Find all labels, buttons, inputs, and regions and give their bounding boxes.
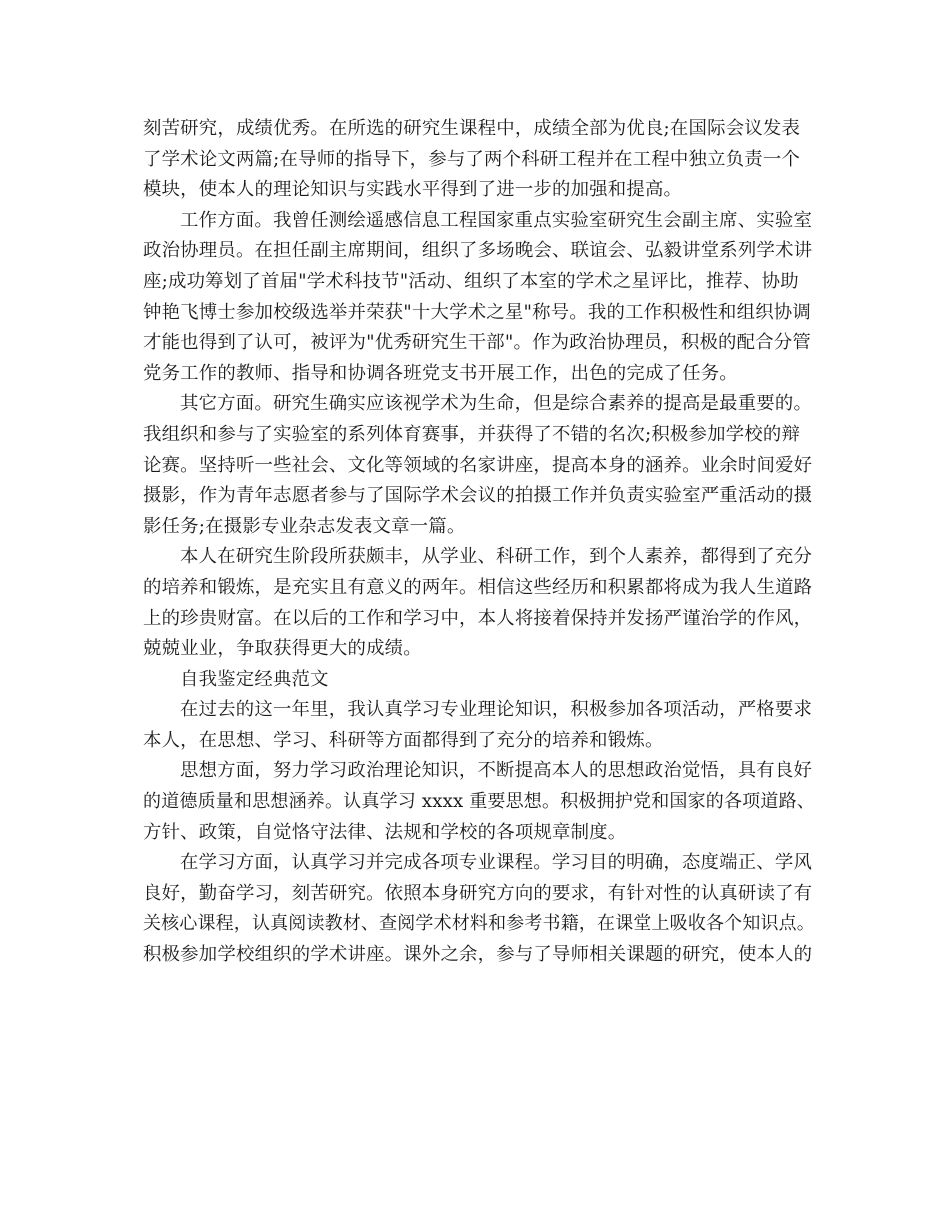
text-line: 刻苦研究，成绩优秀。在所选的研究生课程中，成绩全部为优良;在国际会议发表 (143, 118, 801, 139)
text-line: 自我鉴定经典范文 (180, 668, 329, 690)
text-line: 本人，在思想、学习、科研等方面都得到了充分的培养和锻炼。 (143, 729, 664, 751)
paragraph (143, 389, 813, 542)
paragraph (143, 542, 813, 664)
text-line: 方针、政策，自觉恪守法律、法规和学校的各项规章制度。 (143, 821, 627, 843)
text-line: 钟艳飞博士参加校级选举并荣获"十大学术之星"称号。我的工作积极性和组织协调 (143, 301, 811, 323)
text-line: 兢兢业业，争取获得更大的成绩。 (143, 638, 422, 660)
text-line: 思想方面，努力学习政治理论知识，不断提高本人的思想政治觉悟，具有良好 (180, 760, 813, 782)
text-line: 才能也得到了认可，被评为"优秀研究生干部"。作为政治协理员，积极的配合分管 (143, 332, 811, 354)
text-line: 影任务;在摄影专业杂志发表文章一篇。 (143, 515, 466, 537)
paragraph (143, 848, 813, 970)
text-line: 党务工作的教师、指导和协调各班党支书开展工作，出色的完成了任务。 (143, 362, 738, 384)
document-body (143, 114, 813, 971)
text-line: 在学习方面，认真学习并完成各项专业课程。学习目的明确，态度端正、学风 (180, 852, 813, 874)
text-line: 积极参加学校组织的学术讲座。课外之余，参与了导师相关课题的研究，使本人的 (143, 944, 813, 966)
text-line: 良好，勤奋学习，刻苦研究。依照本身研究方向的要求，有针对性的认真研读了有 (143, 882, 813, 904)
text-line: 我组织和参与了实验室的系列体育赛事，并获得了不错的名次;积极参加学校的辩 (143, 423, 801, 445)
text-line: 工作方面。我曾任测绘遥感信息工程国家重点实验室研究生会副主席、实验室 (180, 209, 813, 231)
text-line: 的培养和锻炼，是充实且有意义的两年。相信这些经历和积累都将成为我人生道路 (143, 576, 813, 598)
paragraph (143, 756, 813, 848)
text-line: 本人在研究生阶段所获颇丰，从学业、科研工作，到个人素养，都得到了充分 (180, 546, 813, 568)
text-line: 了学术论文两篇;在导师的指导下，参与了两个科研工程并在工程中独立负责一个 (143, 148, 801, 170)
text-line: 摄影，作为青年志愿者参与了国际学术会议的拍摄工作并负责实验室严重活动的摄 (143, 485, 813, 507)
paragraph (143, 665, 813, 696)
text-line: 论赛。坚持听一些社会、文化等领域的名家讲座，提高本身的涵养。业余时间爱好 (143, 454, 813, 476)
text-line: 政治协理员。在担任副主席期间，组织了多场晚会、联谊会、弘毅讲堂系列学术讲 (143, 240, 813, 262)
paragraph (143, 206, 813, 390)
paragraph (143, 695, 813, 756)
paragraph (143, 114, 813, 206)
text-line: 在过去的这一年里，我认真学习专业理论知识，积极参加各项活动，严格要求 (180, 699, 813, 721)
text-line: 其它方面。研究生确实应该视学术为生命，但是综合素养的提高是最重要的。 (180, 393, 813, 415)
text-line: 模块，使本人的理论知识与实践水平得到了进一步的加强和提高。 (143, 179, 683, 201)
text-line: 座;成功筹划了首届"学术科技节"活动、组织了本室的学术之星评比，推荐、协助 (143, 270, 799, 292)
text-line: 关核心课程，认真阅读教材、查阅学术材料和参考书籍，在课堂上吸收各个知识点。 (143, 913, 815, 935)
text-line: 上的珍贵财富。在以后的工作和学习中，本人将接着保持并发扬严谨治学的作风， (143, 607, 813, 629)
text-line: 的道德质量和思想涵养。认真学习 xxxx 重要思想。积极拥护党和国家的各项道路、 (143, 791, 815, 813)
